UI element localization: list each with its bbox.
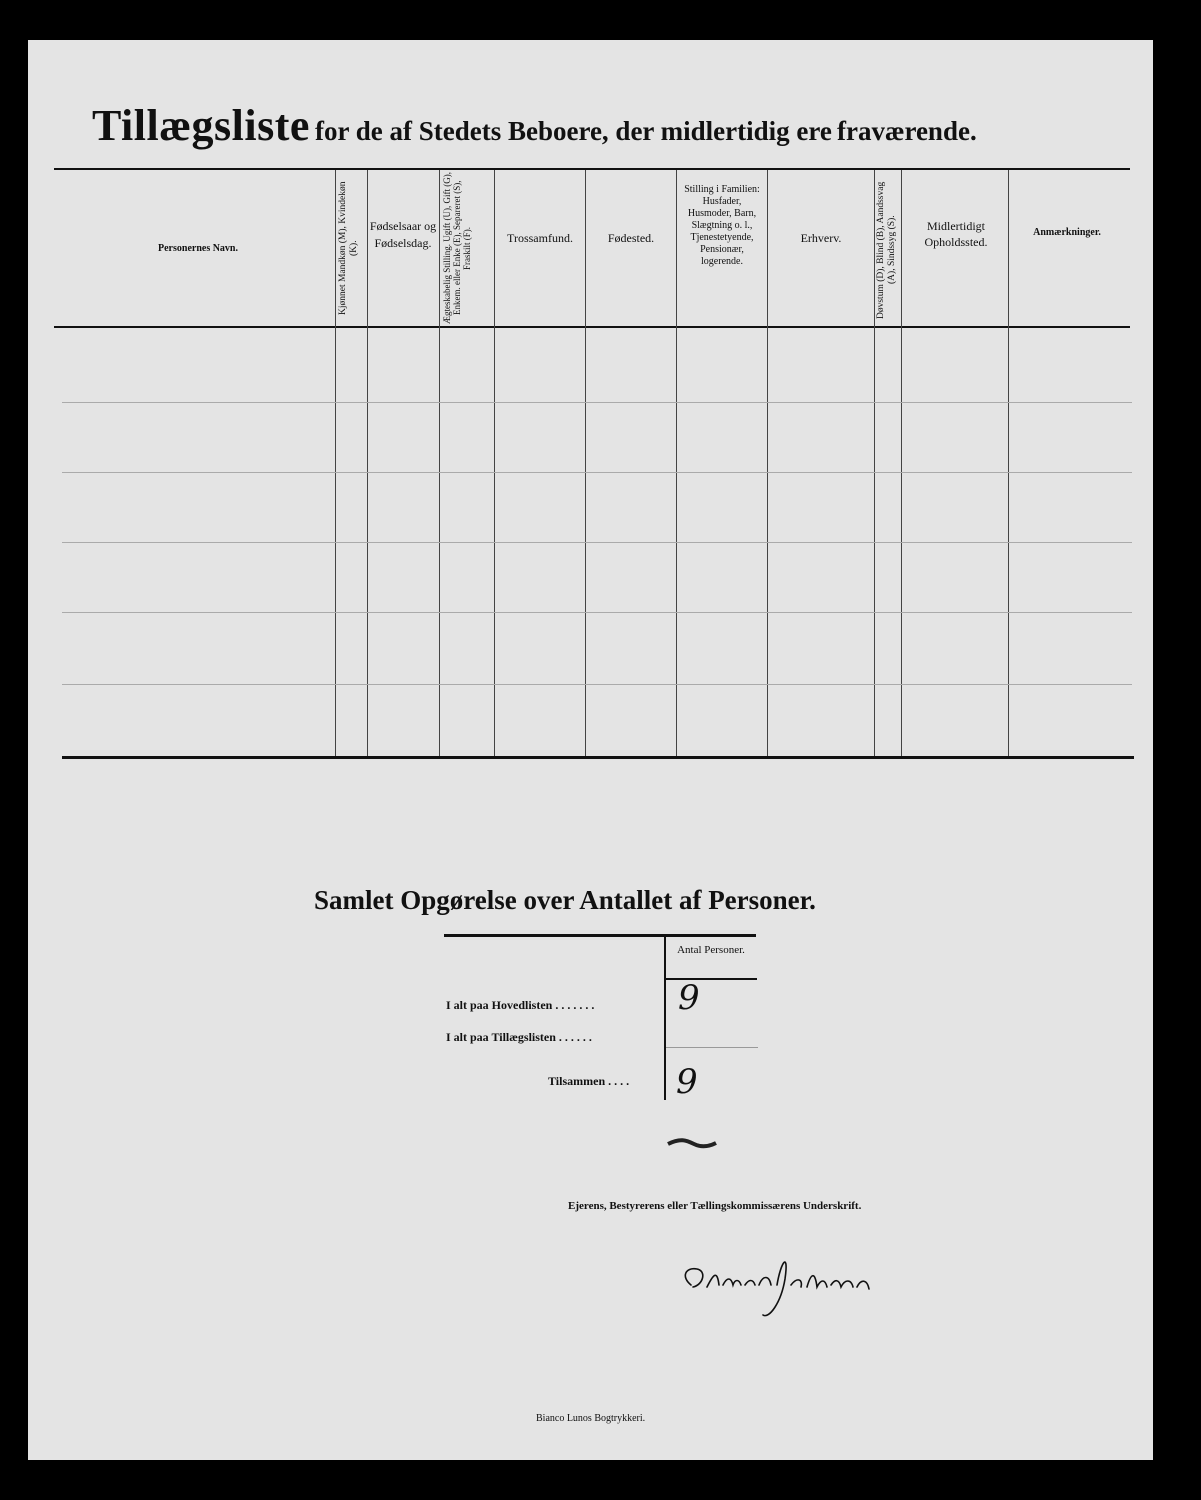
printer-imprint: Bianco Lunos Bogtrykkeri.: [536, 1413, 646, 1424]
form-title-main: Tillægsliste: [92, 101, 310, 150]
summary-column-header: Antal Personer.: [677, 944, 745, 956]
census-form-page: [28, 40, 1153, 1460]
header-anm: Anmærkninger.: [1033, 227, 1101, 238]
col-divider: [874, 170, 875, 756]
header-tro: Trossamfund.: [507, 231, 573, 245]
table-row: [62, 402, 1132, 403]
header-fodested: Fødested.: [607, 231, 655, 245]
header-kjon: Kjønnet Mandkøn (M), Kvindekøn (K).: [338, 181, 359, 315]
summary-row-value: 9: [676, 1062, 698, 1102]
table-header-rule: [54, 326, 1130, 328]
col-divider: [494, 170, 495, 756]
col-divider: [335, 170, 336, 756]
col-divider: [901, 170, 902, 756]
table-bottom-rule: [62, 756, 1134, 759]
summary-row-rule: [666, 1047, 758, 1048]
table-row: [62, 684, 1132, 685]
header-aegteskab: Ægteskabelig Stilling. Ugift (U), Gift (G), Enkem. eller Enke (E), Separeret (S), Fraskilt (F).: [442, 172, 472, 324]
header-fodselsaar: Fødselsaar og Fødselsdag.: [369, 219, 437, 250]
header-stilling: Stilling i Familien: Husfader, Husmoder, Barn, Slægtning o. l., Tjenestetyende, Pensionær, logerende.: [684, 184, 760, 267]
summary-title: Samlet Opgørelse over Antallet af Personer.: [314, 885, 816, 915]
header-ophold: Midlertidigt Opholdssted.: [924, 219, 988, 249]
col-divider: [367, 170, 368, 756]
signature-label: Ejerens, Bestyrerens eller Tællingskommissærens Underskrift.: [568, 1200, 862, 1212]
ink-smudge-mark: [664, 1132, 720, 1156]
summary-row-label: Tilsammen . . . .: [548, 1074, 630, 1088]
form-title-emphasis: fraværende.: [836, 116, 977, 146]
summary-row-label: I alt paa Hovedlisten . . . . . . .: [446, 998, 595, 1012]
table-row: [62, 542, 1132, 543]
table-row: [62, 612, 1132, 613]
header-navn: Personernes Navn.: [158, 243, 238, 254]
col-divider: [585, 170, 586, 756]
summary-row-label: I alt paa Tillægslisten . . . . . .: [446, 1030, 592, 1044]
table-row: [62, 472, 1132, 473]
handwritten-signature: [673, 1245, 893, 1325]
col-divider: [767, 170, 768, 756]
summary-top-rule: [444, 934, 756, 937]
form-title: [92, 100, 1122, 151]
col-divider: [1008, 170, 1009, 756]
header-dovstum: Døvstum (D), Blind (B), Aandssvag (A), Sindssyg (S).: [876, 181, 897, 319]
col-divider: [676, 170, 677, 756]
summary-col-divider: [664, 936, 666, 1100]
header-erhverv: Erhverv.: [800, 231, 842, 245]
col-divider: [439, 170, 440, 756]
summary-row-value: 9: [678, 978, 700, 1018]
signature: [673, 1245, 893, 1325]
table-top-rule: [54, 168, 1130, 170]
form-title-middle: for de af Stedets Beboere, der midlertidig ere: [314, 116, 832, 146]
